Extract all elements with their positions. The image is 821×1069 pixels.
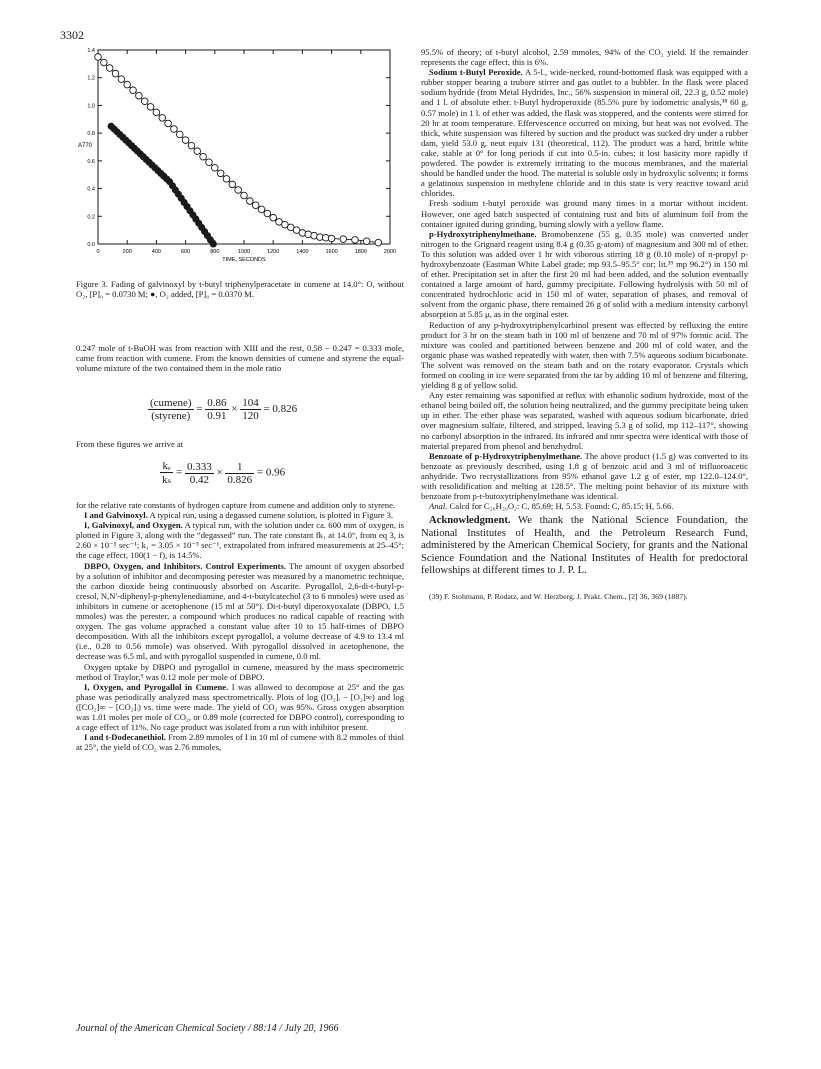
data-point <box>194 148 201 155</box>
chart-svg <box>76 42 410 276</box>
data-point <box>212 164 219 171</box>
data-point <box>210 241 216 247</box>
data-point <box>141 98 148 105</box>
left-column-mid <box>76 439 404 449</box>
equation-mole-ratio: $\frac{\text{(cumene)}}{\text{(styrene)}}$ = $\frac{0.86}{0.91}$ × $\frac{104}{120}$ = 0.826 <box>150 397 298 422</box>
data-point <box>352 237 359 244</box>
paragraph: Oxygen uptake by DBPO and pyrogallol in cumene, measured by the mass spectrometric method of Traylor,⁹ was 0.12 mole per mole of DBPO. <box>76 661 404 682</box>
paragraph: for the relative rate constants of hydrogen capture from cumene and addition only to styrene. <box>76 500 396 510</box>
eq-fraction: $\frac{\text{(cumene)}}{\text{(styrene)}}$ <box>150 397 192 422</box>
y-tick-label: 0.0 <box>87 242 95 248</box>
data-point <box>165 120 172 127</box>
section-dodecanethiol: I and t-Dodecanethiol. From 2.89 mmoles of I in 10 ml of cumene with 8.2 mmoles of thiol at 25°, the yield of CO₂ was 2.76 mmoles, <box>76 732 405 753</box>
x-tick-label: 1400 <box>296 249 309 255</box>
eq-fraction: $\frac{0.86}{0.91}$ <box>207 397 227 422</box>
x-tick-label: 0 <box>96 249 100 255</box>
data-point <box>182 137 189 144</box>
acknowledgment: Acknowledgment. We thank the National Science Foundation, the National Institutes of Health, and the Petroleum Research Fund, administered by the American Chemical Society, for grants and the National Science Foundation and the National Institutes of Health for predoctoral fellowships at different times to J. P. L. <box>421 515 748 577</box>
plot-frame <box>98 50 390 244</box>
data-point <box>130 87 137 94</box>
left-column-top <box>76 343 404 373</box>
data-point <box>200 153 207 160</box>
data-point <box>223 176 230 183</box>
y-tick-label: 1.0 <box>87 103 95 110</box>
paragraph: Any ester remaining was saponified at reflux with ethanolic sodium hydroxide, most of the ethanol being boiled off, the solution being neutralized, and the gummy precipitate being taken up in ether. The ether phase was separated, washed with aqueous sodium bicarbonate, dried over magnesium sulfate, filtered, and stripped, leaving 5.3 g of solid, mp 112–117°, showing no carbonyl absorption in the infrared. Its infrared and nmr spectra were identical with those of material prepared from phenol and benzhydrol. <box>421 390 748 451</box>
eq-fraction: $\frac{1}{0.826}$ <box>227 460 253 486</box>
x-tick-label: 200 <box>122 249 132 255</box>
y-tick-label: 0.6 <box>87 158 95 165</box>
eq-fraction: $\frac{104}{120}$ <box>242 397 259 422</box>
section-pyrogallol: I, Oxygen, and Pyrogallol in Cumene. I was allowed to decompose at 25° and the gas phase was periodically analyzed mass spectrometrically. Plots of log ([O₂]ᵢ − [O₂]∞) and log ([CO₂]∞ − [CO₂]ᵢ) vs. time were made. The yield of CO₂ was 95%. Gross oxygen absorption was 1.01 moles per mole of CO₂, or 0.89 mole (corrected for DBPO control), corresponding to a cage effect of 11%. No cage product was isolated from a run with inhibitor present. <box>76 681 404 733</box>
right-column <box>421 47 748 601</box>
y-axis-label: A770 <box>78 143 93 149</box>
data-point <box>241 192 248 199</box>
y-tick-label: 0.8 <box>87 131 95 138</box>
section-dbpo: DBPO, Oxygen, and Inhibitors. Control Experiments. The amount of oxygen absorbed by a solution of inhibitor and decomposing perester was measured by a manometric technique, the carbon dioxide being continuously absorbed on Ascarite. Pyrogallol, 2,6-di-t-butyl-p-cresol, N,N′-diphenyl-p-phenylenediamine, and 4-t-butylcatechol (3 to 6 mmoles) were used as inhibitors in cumene or acetophenone (15 ml at 50°). Di-t-butyl diperoxyoxalate (DBPO, 1.5 mmoles) was the perester, a compound which produces no radical capable of reacting with oxygen. The gas volume apprached a constant value after 10 to 15 half-times of DBPO decomposition. With all the inhibitors except pyrogallol, a volume decrease of 4.9 to 13.4 ml (i.e., 0.28 to 0.56 mmole) was observed. With pyrogallol dissolved in acetophenone, the decrease was 6.5 ml, and with pyrogallol suspended in cumene, 0.0 ml. <box>76 560 404 662</box>
x-tick-label: 1600 <box>325 249 338 255</box>
figure-3-chart <box>76 42 410 276</box>
data-point <box>252 202 259 209</box>
figure-caption <box>76 279 404 299</box>
x-tick-label: 400 <box>151 249 161 255</box>
caption-text: Figure 3. Fading of galvinoxyl by t-butyl triphenylperacetate in cumene at 14.0°: O, without O₂, [P]₀ = 0.0730 M; ●, O₂ added, [P]₀ = 0.0370 M. <box>76 279 404 300</box>
data-point <box>171 126 178 133</box>
data-point <box>106 65 113 72</box>
x-tick-label: 1200 <box>267 249 280 255</box>
left-column-body <box>76 500 404 752</box>
data-point <box>176 131 183 138</box>
x-tick-label: 800 <box>210 249 220 255</box>
section-anal: Anal. Calcd for C₂₆H₂₀O₂: C, 85.69; H, 5.53. Found: C, 85.15; H, 5.66. <box>429 501 674 512</box>
data-point <box>188 142 195 149</box>
data-point <box>118 76 125 83</box>
equation-rate-ratio: $\frac{\text{kₑ}}{\text{kₛ}}$ = $\frac{0.333}{0.42}$ × $\frac{1}{0.826}$ = 0.96 <box>162 460 286 486</box>
data-point <box>264 210 271 217</box>
y-tick-label: 0.2 <box>87 214 95 221</box>
y-tick-label: 1.4 <box>87 48 95 54</box>
data-point <box>363 238 370 245</box>
section-galvinoxyl-oxygen: I, Galvinoxyl, and Oxygen. A typical run, with the solution under ca. 600 mm of oxygen, is plotted in Figure 3, along with the “degassed” run. The rate constant fk₁ at 14.0°, from eq 3, is 2.60 × 10⁻⁵ sec⁻¹; k₁ = 3.05 × 10⁻⁵ sec⁻¹, extrapolated from infrared measurements at 25–45°; the cage effect, 100(1 − f), is 14.5%. <box>76 520 405 561</box>
data-point <box>124 81 131 88</box>
x-tick-label: 1800 <box>354 249 367 255</box>
page-number: 3302 <box>60 28 84 42</box>
x-tick-label: 1000 <box>237 249 251 255</box>
x-tick-label: 600 <box>181 249 191 255</box>
data-point <box>112 70 119 77</box>
x-axis-label: TIME, SECONDS <box>222 257 266 263</box>
section-benzoate: Benzoate of p-Hydroxytriphenylmethane. The above product (1.5 g) was converted to its benzoate as previously described, using 1.8 g of benzoic acid and 3 ml of trifluoroacetic anhydride. Two recrystallizations from 95% ethanol gave 1.2 g of ester, mp 122.0–124.0°, with resolidification and melting at 128.5°. The melting point behavior of its mixture with benzoate from p-t-butoxytriphenylmethane was identical. <box>421 450 749 502</box>
data-point <box>229 181 236 188</box>
paragraph: Reduction of any p-hydroxytriphenylcarbinol present was effected by refluxing the entire product for 3 hr on the steam bath in 100 ml of benzene and 70 ml of 97% formic acid. The mixture was cooled and partitioned between benzene and 200 ml of cold water, and the organic phase was washed repeatedly with water, then with 7.5% aqueous sodium bicarbonate. The solvent was removed on the steam bath and on the rotary evaporator. Crystals which formed on cooling in ice were separated from the tar by adding 10 ml of benzene and filtering, yielding 8 g of yellow solid. <box>421 319 748 391</box>
section-sodium-peroxide: Sodium t-Butyl Peroxide. A 5-l., wide-necked, round-bottomed flask was equipped with a rubber stopper bearing a trubore stirrer and gas outlet to a bubbler. In the flask were placed sodium hydride (from Metal Hydrides, Inc., 56% suspension in mineral oil, 22.3 g, 0.52 mole) and 1 l. of absolute ether. t-Butyl hydroperoxide (85.5% pure by iodometric analysis,³⁸ 60 g, 0.57 mole) in 1 l. of ether was added, the flask was stoppered, and the contents were stirred for 20 hr at room temperature. Effervescence occurred on mixing, but heat was not evolved. The thick, white suspension was filtered by suction and the product was sucked dry under a rubber dam, yield 53.0 g, neut equiv 131 (theoretical, 112). The product was a hard, brittle white cake, stable at 0° for long periods if cut into 0.5-in. cubes; it lost basicity more rapidly if powdered. The powder is extremely irritating to the mucous membranes, and the material should be handled under the hood. The material is soluble only in hydroxylic solvents; it forms a gelatinous suspension in methylene chloride and in this state is very reactive toward acid chlorides. <box>421 67 748 199</box>
data-point <box>136 92 143 99</box>
paragraph: 95.5% of theory; of t-butyl alcohol, 2.59 mmoles, 94% of the CO₂ yield. If the remainder represents the cage effect, this is 6%. <box>421 47 748 68</box>
eq-fraction: $\frac{0.333}{0.42}$ <box>186 460 212 486</box>
data-point <box>375 239 382 246</box>
data-point <box>258 206 265 213</box>
data-point <box>159 115 166 122</box>
y-tick-label: 1.2 <box>87 75 95 82</box>
section-galvinoxyl: I and Galvinoxyl. A typical run, using a degassed cumene solution, is plotted in Figure 3. <box>84 510 394 521</box>
paragraph: 0.247 mole of t-BuOH was from reaction with XIII and the rest, 0.58 − 0.247 = 0.333 mole, came from reaction with cumene. From the known densities of cumene and styrene the equal-volume mixture of the two contained them in the mole ratio <box>76 343 404 374</box>
data-point <box>270 214 277 221</box>
data-point <box>153 109 160 116</box>
footnote: (39) F. Stohmann, P. Rodatz, and W. Herzberg, J. Prakt. Chem., [2] 36, 369 (1887). <box>429 591 688 601</box>
section-hydroxytriphenylmethane: p-Hydroxytriphenylmethane. Bromobenzene (55 g, 0.35 mole) was converted under nitrogen to the Grignard reagent using 8.4 g (0.35 g-atom) of magnesium and 300 ml of ether. To this solution was added over 1 hr with viborous stirring 18 g (0.10 mole) of n-propyl p-hydroxybenzoate (Eastman White Label grade; mp 93.5–95.5° cor; lit.³⁹ mp 96.2°) in 150 ml of ether. Precipitation set in after the first 20 ml had been added, and the solution eventually contained a large amount of hard, gummy precipitate. Following hydrolysis with 50 ml of concentrated hydrochloric acid in 150 ml of water, separation of phases, and removal of solvent from the organic phase, there remained 26 g of solid with a medium intensity carbonyl absorption at 5.85 μ, as in the orginal ester. <box>421 228 748 320</box>
paragraph: Fresh sodium t-butyl peroxide was ground many times in a mortar without incident. However, one aged batch suspected of containing rust and bits of aluminum foil from the container ignited during grinding, burning slowly with a yellow flame. <box>421 198 748 229</box>
data-point <box>247 198 254 205</box>
data-point <box>340 236 347 243</box>
y-tick-label: 0.4 <box>87 186 95 193</box>
data-point <box>95 54 102 61</box>
x-tick-label: 2000 <box>383 249 397 255</box>
data-point <box>235 187 242 194</box>
data-point <box>206 159 213 166</box>
data-point <box>328 235 335 242</box>
journal-footer: Journal of the American Chemical Society / 88:14 / July 20, 1966 <box>76 1023 339 1034</box>
data-point <box>217 170 224 177</box>
eq-fraction: $\frac{\text{kₑ}}{\text{kₛ}}$ <box>162 460 172 486</box>
data-point <box>147 104 154 111</box>
data-point <box>101 59 108 66</box>
paragraph: From these figures we arrive at <box>76 439 184 449</box>
